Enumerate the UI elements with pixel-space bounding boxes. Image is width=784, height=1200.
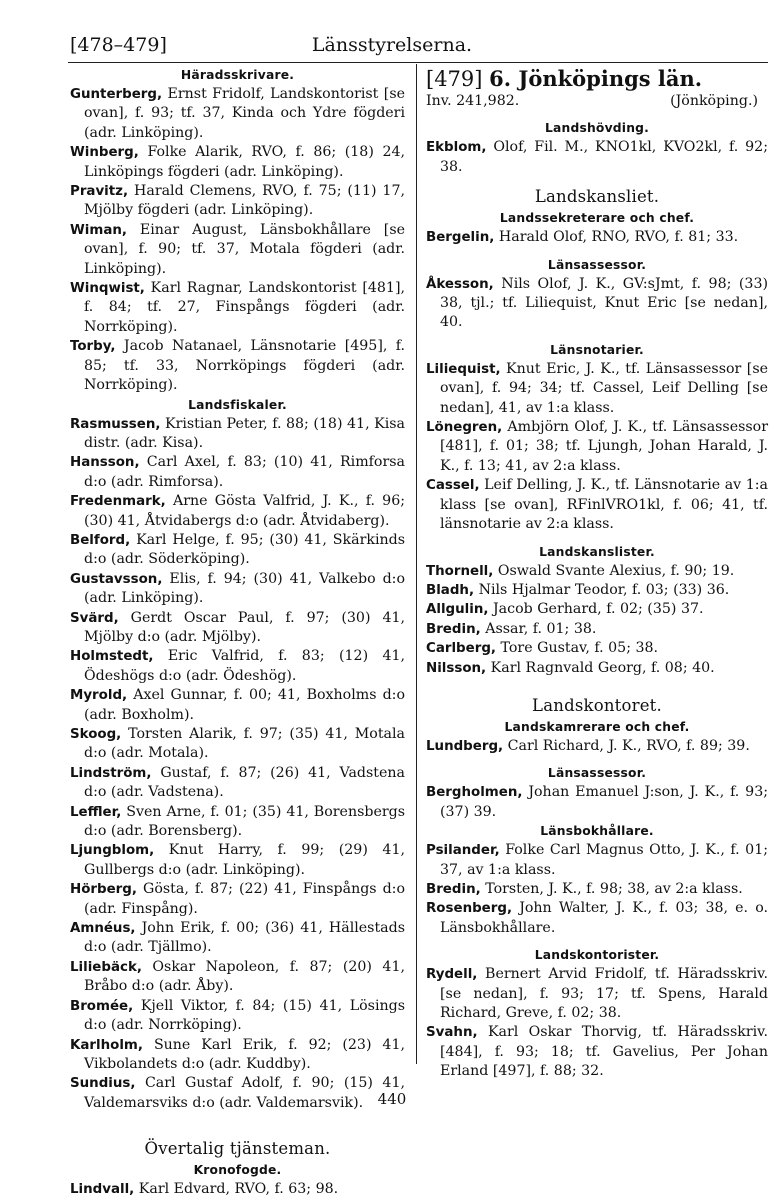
entry-surname: Svahn, (426, 1025, 478, 1041)
section-heading: Landskansliet. (534, 187, 660, 207)
entry-surname: Karlholm, (70, 1037, 143, 1053)
register-entry (70, 647, 405, 686)
running-header (0, 34, 784, 56)
entry-surname: Bergholmen, (426, 785, 523, 801)
register-entry (426, 841, 768, 880)
entry-surname: Torby, (70, 339, 116, 355)
register-entry (426, 476, 768, 534)
entry-surname: Psilander, (426, 843, 500, 859)
entry-details: Folke Carl Magnus Otto, J. K., f. 01; 37, av 1:a klass. (440, 842, 768, 878)
entry-details: Tore Gustav, f. 05; 38. (500, 640, 659, 657)
inventory-count: Inv. 241,982. (426, 93, 520, 109)
entry-surname: Bredin, (426, 621, 481, 637)
entry-details: Karl Helge, f. 95; (30) 41, Skärkinds d:o (adr. Söderköping). (84, 531, 405, 568)
entry-details: Johan Emanuel J:son, J. K., f. 93; (37) 39. (440, 784, 768, 820)
entry-details: Leif Delling, J. K., tf. Länsnotarie av 1:a klass [se ovan], RFinlVRO1kl, f. 06; 41, tf. länsnotarie av 2:a klass. (440, 477, 768, 533)
entry-details: Jacob Natanael, Länsnotarie [495], f. 85; tf. 33, Norrköpings fögderi (adr. Norrköping). (84, 338, 406, 394)
register-entry (426, 783, 768, 822)
entry-surname: Bergelin, (426, 230, 495, 246)
entry-surname: Holmstedt, (70, 649, 154, 665)
register-entry (426, 1023, 768, 1081)
entry-details: Folke Alarik, RVO, f. 86; (18) 24, Linköpings fögderi (adr. Linköping). (84, 144, 406, 180)
entry-surname: Bladh, (426, 582, 475, 598)
sub-heading: Landssekreterare och chef. (499, 211, 695, 226)
entry-surname: Thornell, (426, 563, 494, 579)
register-entry (70, 919, 405, 958)
register-entry (70, 958, 405, 997)
register-entry (426, 138, 768, 177)
entry-surname: Gunterberg, (70, 87, 163, 102)
entry-surname: Cassel, (426, 478, 480, 494)
entry-surname: Ekblom, (426, 140, 487, 156)
entry-surname: Bromée, (70, 998, 134, 1014)
entry-surname: Allgulin, (426, 602, 489, 618)
entry-details: Gösta, f. 87; (22) 41, Finspångs d:o (adr. Finspång). (84, 881, 405, 917)
entry-details: Carl Gustaf Adolf, f. 90; (15) 41, Valdemarsviks d:o (adr. Valdemarsvik). (84, 1075, 405, 1111)
entry-details: Karl Oskar Thorvig, tf. Häradsskriv. [484], f. 93; 18; tf. Gavelius, Per Johan Erland [497], f. 88; 32. (440, 1024, 768, 1080)
entry-details: Carl Axel, f. 83; (10) 41, Rimforsa d:o (adr. Rimforsa). (84, 454, 405, 490)
register-entry (426, 659, 768, 678)
register-entry (70, 609, 405, 648)
entry-details: John Erik, f. 00; (36) 41, Hällestads d:o (adr. Tjällmo). (84, 920, 405, 956)
register-entry (70, 880, 405, 919)
register-entry (426, 228, 768, 247)
county-title (426, 66, 768, 92)
entry-surname: Myrold, (70, 688, 128, 704)
entry-details: Olof, Fil. M., KNO1kl, KVO2kl, f. 92; 38. (440, 139, 768, 175)
entry-details: Assar, f. 01; 38. (485, 620, 597, 637)
entry-surname: Nilsson, (426, 660, 487, 676)
entry-details: Karl Ragnar, Landskontorist [481], f. 84; tf. 27, Finspångs fögderi (adr. Norrköping). (84, 280, 405, 335)
register-entry (70, 143, 405, 182)
entry-surname: Pravitz, (70, 184, 129, 200)
section-heading: Landsfiskaler. (188, 397, 287, 412)
entry-details: Karl Edvard, RVO, f. 63; 98. (138, 1181, 339, 1198)
register-entry (426, 899, 768, 938)
register-entry (70, 337, 405, 395)
entry-surname: Lönegren, (426, 420, 503, 436)
register-entry (70, 997, 405, 1036)
register-entry (426, 620, 768, 639)
entry-list (70, 415, 405, 1114)
entry-surname: Winqwist, (70, 281, 145, 297)
page-range: [478–479] (70, 34, 167, 56)
section-heading: Länsassessor. (547, 766, 647, 781)
entry-details: Axel Gunnar, f. 00; 41, Boxholms d:o (adr. Boxholm). (84, 687, 406, 723)
entry-surname: Sundius, (70, 1076, 136, 1092)
entry-details: Sven Arne, f. 01; (35) 41, Borensbergs d:o (adr. Borensberg). (84, 803, 405, 840)
register-entry (70, 492, 405, 531)
register-entry (70, 453, 405, 492)
section-heading: Länsnotarier. (550, 342, 644, 357)
entry-surname: Fredenmark, (70, 494, 166, 510)
entry-details: Elis, f. 94; (30) 41, Valkebo d:o (adr. Linköping). (84, 570, 405, 607)
register-entry (426, 965, 768, 1023)
sub-heading: Landskamrerare och chef. (504, 719, 690, 734)
entry-details: Oswald Svante Alexius, f. 90; 19. (497, 562, 735, 579)
section-heading: Landshövding. (544, 121, 650, 136)
entry-details: Knut Eric, J. K., tf. Länsassessor [se ovan], f. 94; 34; tf. Cassel, Leif Delling [se nedan], 41, av 1:a klass. (440, 360, 768, 416)
entry-surname: Carlberg, (426, 641, 497, 657)
entry-surname: Rosenberg, (426, 901, 513, 917)
entry-surname: Leffler, (70, 804, 122, 820)
entry-list (426, 138, 768, 177)
entry-details: Eric Valfrid, f. 83; (12) 41, Ödeshögs d:o (adr. Ödeshög). (84, 648, 406, 684)
register-entry (426, 737, 768, 756)
entry-list (70, 85, 405, 396)
section-heading: Landskanslister. (539, 544, 655, 559)
register-entry (70, 279, 405, 337)
left-column (70, 66, 405, 1200)
register-entry (426, 639, 768, 658)
page-number: 440 (377, 1090, 407, 1108)
register-entry (70, 415, 405, 454)
entry-surname: Hörberg, (70, 882, 137, 898)
register-entry (70, 221, 405, 279)
sub-heading: Kronofogde. (193, 1163, 282, 1178)
inventory-line (426, 92, 768, 111)
entry-surname: Belford, (70, 532, 131, 548)
register-entry (70, 686, 405, 725)
entry-surname: Rydell, (426, 967, 478, 983)
entry-details: Harald Clemens, RVO, f. 75; (11) 17, Mjölby fögderi (adr. Linköping). (84, 183, 405, 219)
register-entry (70, 1180, 405, 1199)
entry-list (426, 737, 768, 756)
entry-details: Nils Hjalmar Teodor, f. 03; (33) 36. (478, 581, 730, 598)
column-divider (416, 64, 417, 1064)
entry-list (426, 275, 768, 333)
register-entry (426, 880, 768, 899)
section-heading: Länsassessor. (547, 257, 647, 272)
entry-surname: Åkesson, (426, 276, 494, 292)
entry-surname: Rasmussen, (70, 416, 161, 432)
entry-list (426, 841, 768, 938)
entry-details: John Walter, J. K., f. 03; 38, e. o. Länsbokhållare. (440, 900, 769, 936)
register-entry (70, 725, 405, 764)
title-page-ref: [479] (426, 67, 483, 91)
entry-details: Gustaf, f. 87; (26) 41, Vadstena d:o (adr. Vadstena). (84, 764, 405, 801)
seat-city: (Jönköping.) (670, 93, 758, 109)
entry-surname: Lindström, (70, 765, 152, 781)
entry-list (426, 360, 768, 535)
register-entry (70, 570, 405, 609)
entry-surname: Winberg, (70, 145, 139, 161)
entry-list (70, 1180, 405, 1199)
entry-details: Karl Ragnvald Georg, f. 08; 40. (490, 659, 715, 676)
section-heading: Övertalig tjänsteman. (144, 1139, 331, 1159)
entry-details: Sune Karl Erik, f. 92; (23) 41, Vikbolandets d:o (adr. Kuddby). (84, 1036, 405, 1072)
entry-surname: Lundberg, (426, 738, 504, 754)
register-entry (70, 764, 405, 803)
register-entry (426, 360, 768, 418)
entry-list (426, 783, 768, 822)
entry-details: Bernert Arvid Fridolf, tf. Häradsskriv. [se nedan], f. 93; 17; tf. Spens, Harald Richard, Greve, f. 02; 38. (440, 966, 768, 1021)
entry-surname: Hansson, (70, 455, 140, 471)
header-rule (68, 62, 768, 63)
section-heading: Häradsskrivare. (180, 68, 295, 82)
register-entry (70, 841, 405, 880)
entry-details: Ernst Fridolf, Landskontorist [se ovan], f. 93; tf. 37, Kinda och Ydre fögderi (adr. Linköping). (84, 86, 406, 141)
entry-list (426, 562, 768, 678)
entry-surname: Lindvall, (70, 1182, 135, 1198)
entry-details: Kjell Viktor, f. 84; (15) 41, Lösings d:o (adr. Norrköping). (84, 997, 405, 1034)
entry-details: Torsten, J. K., f. 98; 38, av 2:a klass. (485, 880, 743, 897)
entry-details: Kristian Peter, f. 88; (18) 41, Kisa distr. (adr. Kisa). (84, 415, 405, 451)
entry-details: Einar August, Länsbokhållare [se ovan], f. 90; tf. 37, Motala fögderi (adr. Linköping). (84, 221, 405, 277)
entry-details: Carl Richard, J. K., RVO, f. 89; 39. (507, 737, 750, 754)
entry-details: Gerdt Oscar Paul, f. 97; (30) 41, Mjölby d:o (adr. Mjölby). (84, 609, 406, 645)
register-entry (70, 1036, 405, 1075)
section-heading: Länsbokhållare. (540, 824, 654, 839)
entry-surname: Liliequist, (426, 361, 501, 377)
entry-list (426, 965, 768, 1081)
title-text: 6. Jönköpings län. (489, 66, 703, 91)
entry-surname: Svärd, (70, 610, 119, 626)
entry-details: Harald Olof, RNO, RVO, f. 81; 33. (498, 229, 739, 246)
entry-details: Knut Harry, f. 99; (29) 41, Gullbergs d:o (adr. Linköping). (84, 842, 405, 878)
entry-details: Torsten Alarik, f. 97; (35) 41, Motala d:o (adr. Motala). (84, 726, 405, 762)
register-entry (426, 275, 768, 333)
register-entry (426, 562, 768, 581)
entry-surname: Bredin, (426, 881, 481, 897)
entry-surname: Skoog, (70, 727, 122, 742)
entry-details: Ambjörn Olof, J. K., tf. Länsassessor [481], f. 01; 38; tf. Ljungh, Johan Harald, J. K., f. 13; 41, av 2:a klass. (440, 419, 768, 474)
entry-surname: Ljungblom, (70, 843, 155, 859)
register-entry (426, 581, 768, 600)
entry-details: Arne Gösta Valfrid, J. K., f. 96; (30) 41, Åtvidabergs d:o (adr. Åtvidaberg). (84, 493, 406, 529)
register-entry (70, 182, 405, 221)
entry-surname: Amnéus, (70, 921, 136, 937)
right-column (426, 66, 768, 1082)
register-entry (70, 803, 405, 842)
register-entry (426, 600, 768, 619)
section-heading: Landskontorister. (534, 948, 660, 963)
entry-details: Oskar Napoleon, f. 87; (20) 41, Bråbo d:o (adr. Åby). (84, 958, 405, 995)
entry-details: Nils Olof, J. K., GV:sJmt, f. 98; (33) 38, tjl.; tf. Liliequist, Knut Eric [se nedan], 40. (440, 275, 769, 331)
section-heading: Landskontoret. (532, 695, 662, 715)
entry-surname: Gustavsson, (70, 571, 163, 587)
entry-details: Jacob Gerhard, f. 02; (35) 37. (492, 601, 704, 618)
register-entry (70, 85, 405, 143)
register-entry (70, 531, 405, 570)
entry-surname: Liliebäck, (70, 959, 142, 975)
running-title: Länsstyrelserna. (311, 34, 473, 56)
entry-list (426, 228, 768, 247)
entry-surname: Wiman, (70, 222, 127, 238)
register-entry (426, 418, 768, 476)
